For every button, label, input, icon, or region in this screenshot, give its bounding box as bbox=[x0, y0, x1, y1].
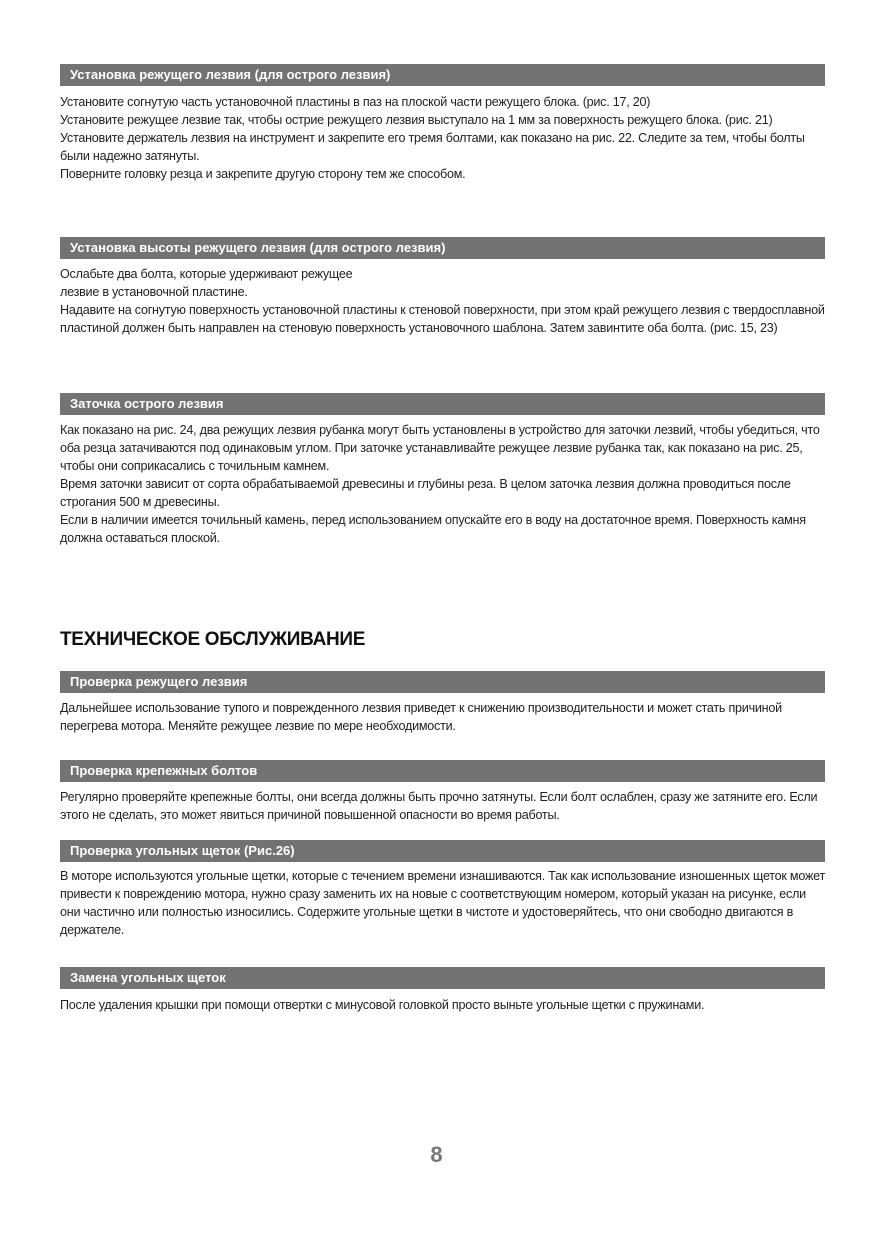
paragraph: Надавите на согнутую поверхность установочной пластины к стеновой поверхности, при этом край режущего лезвия с твердосплавной пластиной должен быть направлен на стеновую поверхность установочного шаблона. Затем завинтите оба болта. (рис. 15, 23) bbox=[60, 303, 825, 335]
page-number: 8 bbox=[430, 1142, 443, 1167]
section-header-brush-check: Проверка угольных щеток (Рис.26) bbox=[60, 840, 825, 862]
paragraph: Установите режущее лезвие так, чтобы острие режущего лезвия выступало на 1 мм за поверхность режущего блока. (рис. 21) bbox=[60, 113, 773, 127]
paragraph: Время заточки зависит от сорта обрабатываемой древесины и глубины реза. В целом заточка лезвия должна проводиться после строгания 500 м древесины. bbox=[60, 477, 791, 509]
section-header-blade-check: Проверка режущего лезвия bbox=[60, 671, 825, 693]
paragraph: Ослабьте два болта, которые удерживают режущее bbox=[60, 267, 353, 281]
section-body-sharpening bbox=[60, 421, 825, 547]
section-header-brush-replace: Замена угольных щеток bbox=[60, 967, 825, 989]
paragraph: В моторе используются угольные щетки, которые с течением времени изнашиваются. Так как использование изношенных щеток может привести к повреждению мотора, нужно сразу заменить их на новые с соответствующим номером, который указан на рисунке, если они частично или полностью износились. Содержите угольные щетки в чистоте и удостоверяйтесь, что они свободно двигаются в держателе. bbox=[60, 869, 825, 937]
section-body-bolt-check bbox=[60, 788, 825, 824]
section-body-blade-install bbox=[60, 93, 825, 183]
paragraph: Поверните головку резца и закрепите другую сторону тем же способом. bbox=[60, 167, 466, 181]
section-body-blade-height bbox=[60, 265, 825, 337]
maintenance-heading: ТЕХНИЧЕСКОЕ ОБСЛУЖИВАНИЕ bbox=[60, 629, 366, 650]
paragraph: Дальнейшее использование тупого и поврежденного лезвия приведет к снижению производительности и может стать причиной перегрева мотора. Меняйте режущее лезвие по мере необходимости. bbox=[60, 701, 782, 733]
paragraph: Установите держатель лезвия на инструмент и закрепите его тремя болтами, как показано на рис. 22. Следите за тем, чтобы болты были надежно затянуты. bbox=[60, 131, 805, 163]
section-header-blade-install: Установка режущего лезвия (для острого лезвия) bbox=[60, 64, 825, 86]
section-body-brush-check bbox=[60, 867, 825, 939]
paragraph: лезвие в установочной пластине. bbox=[60, 285, 248, 299]
section-body-blade-check bbox=[60, 699, 825, 735]
paragraph: Установите согнутую часть установочной пластины в паз на плоской части режущего блока. (рис. 17, 20) bbox=[60, 95, 651, 109]
paragraph: Как показано на рис. 24, два режущих лезвия рубанка могут быть установлены в устройство для заточки лезвий, чтобы убедиться, что оба резца затачиваются под одинаковым углом. При заточке устанавливайте режущее лезвие рубанка так, как показано на рис. 25, чтобы они соприкасались с точильным камнем. bbox=[60, 423, 820, 473]
section-header-blade-height: Установка высоты режущего лезвия (для острого лезвия) bbox=[60, 237, 825, 259]
section-body-brush-replace bbox=[60, 996, 825, 1014]
paragraph: После удаления крышки при помощи отвертки с минусовой головкой просто выньте угольные щетки с пружинами. bbox=[60, 998, 705, 1012]
section-header-sharpening: Заточка острого лезвия bbox=[60, 393, 825, 415]
paragraph: Если в наличии имеется точильный камень, перед использованием опускайте его в воду на достаточное время. Поверхность камня должна оставаться плоской. bbox=[60, 513, 806, 545]
section-header-bolt-check: Проверка крепежных болтов bbox=[60, 760, 825, 782]
paragraph: Регулярно проверяйте крепежные болты, они всегда должны быть прочно затянуты. Если болт ослаблен, сразу же затяните его. Если этого не сделать, это может явиться причиной повышенной опасности во время работы. bbox=[60, 790, 818, 822]
